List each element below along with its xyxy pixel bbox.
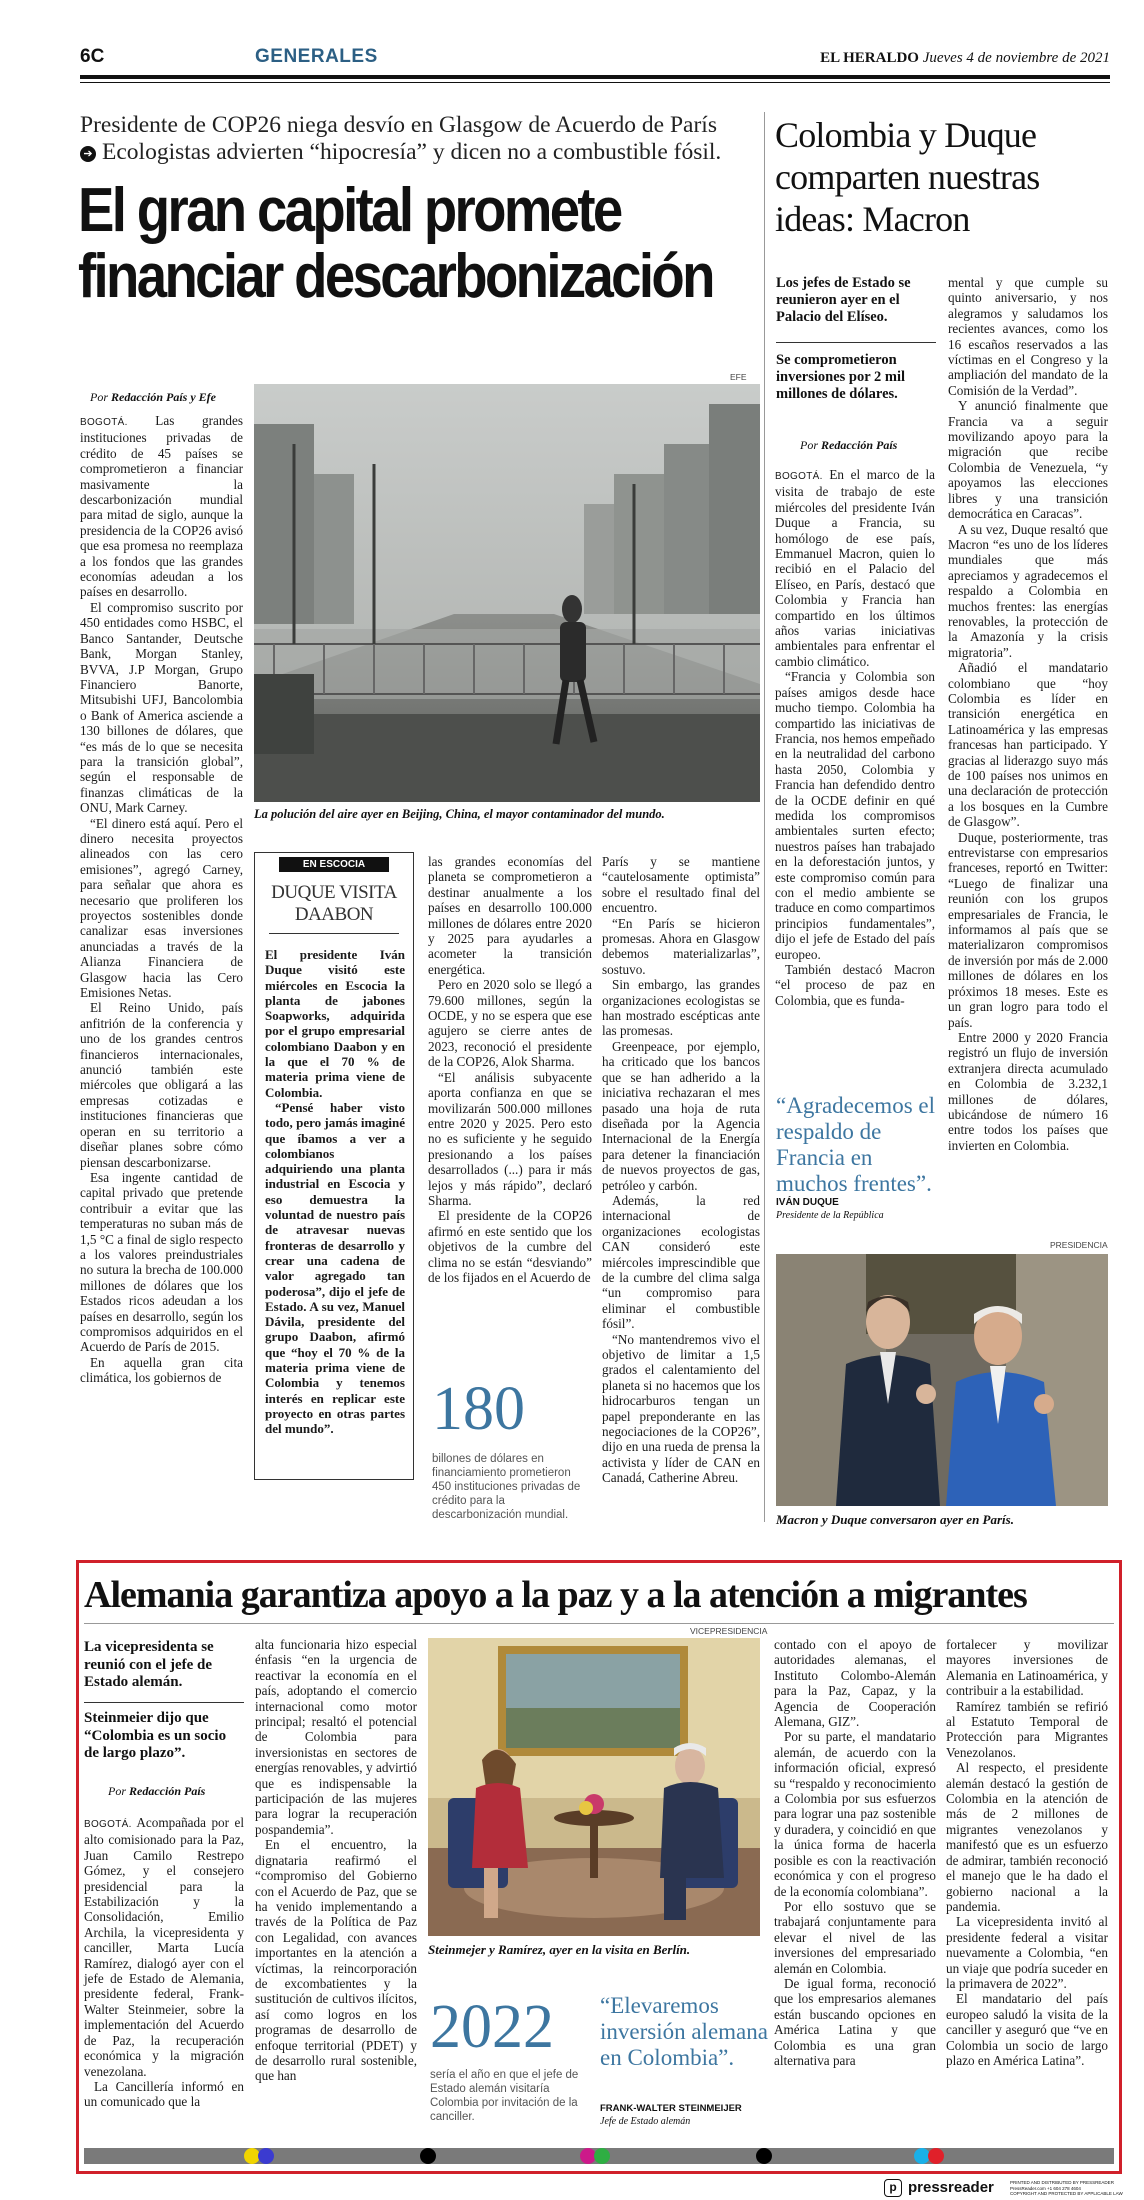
bottom-byline: Por Redacción País (108, 1784, 206, 1798)
main-kicker (80, 112, 760, 166)
registration-mark-blue (258, 2148, 274, 2164)
main-column-1: BOGOTÁ. Las grandes instituciones privadas de crédito de 45 países se comprometieron a financiar masivamente la descarbonización mundial para mitad de siglo, aunque la presidencia de la COP26 avisó que esa promesa no reemplaza a los fondos que las grandes economías adeudan a los países en desarrollo. El compromiso suscrito por 450 entidades como HSBC, el Banco Santander, Deutsche Bank, Morgan Stanley, BVVA, J.P Morgan, Grupo Financiero Banorte, Mitsubishi UFJ, Bancolombia o Bank of America asciende a 130 billones de dólares, que “es más de lo que se necesita para la transición global”, según el responsable de finanzas climáticas de la ONU, Mark Carney. “El dinero está aquí. Pero el dinero necesita proyectos alineados con las cero emisiones”, agregó Carney, para señalar que ahora es necesario que proliferen los proyectos sostenibles donde canalizar esas inversiones anunciadas a través de la Alianza Financiera de Glasgow hacia las Cero Emisiones Netas. El Reino Unido, país anfitrión de la conferencia y uno de los grandes centros financieros internacionales, anunció también este miércoles que obligará a las empresas cotizadas e instituciones financieras que operan en su territorio a diseñar planes sobre cómo piensan descarbonizarse. Esa ingente cantidad de capital privado que pretende contribuir a evitar que las temperaturas no suban más de 1,5 °C a final de siglo respecto a los valores preindustriales no sutura la brecha de 100.000 millones de dólares que los Estados ricos adeudan a los países en desarrollo, según los compromisos adquiridos en el Acuerdo de París de 2015. En aquella gran cita climática, los gobiernos de (80, 413, 243, 1386)
macron-duque-photo-image (776, 1254, 1108, 1506)
photo-credit: EFE (730, 372, 747, 382)
arrow-icon: ➔ (80, 146, 96, 162)
right-headline: Colombia y Duque comparten nuestras ideas: Macron (775, 115, 1040, 239)
registration-mark-green (594, 2148, 610, 2164)
bottom-deck-rule (84, 1702, 244, 1703)
right-byline: Por Redacción País (800, 438, 898, 452)
stat-text: billones de dólares en financiamiento prometieron 450 instituciones privadas de crédito para la descarbonización mundial. (432, 1453, 581, 1521)
right-quote-author: IVÁN DUQUE (776, 1197, 839, 1208)
pressreader-small-text: PRINTED AND DISTRIBUTED BY PRESSREADER PressReader.com +1 604 278 4604 COPYRIGHT AND PROTECTED BY APPLICABLE LAW (1010, 2180, 1123, 2196)
registration-mark-black-1 (420, 2148, 436, 2164)
right-quote: “Agradecemos el respaldo de Francia en muchos frentes”. (776, 1093, 936, 1196)
stat-number: 180 (432, 1375, 525, 1443)
registration-mark-black-2 (756, 2148, 772, 2164)
right-deck-rule (776, 342, 936, 343)
main-column-4: París y se mantiene “cautelosamente optimista” sobre el resultado final del encuentro. “En París se hicieron promesas. Ahora en Glasgow debemos materializarlas”, sostuvo. Sin embargo, las grandes organizaciones ecologistas se han mostrado escépticas ante las promesas. Greenpeace, por ejemplo, ha criticado que los bancos que se han adherido a la iniciativa rechazaran el mes pasado una hoja de ruta diseñada por la Agencia Internacional de la Energía para detener la financiación de nuevos proyectos de gas, petróleo y carbón. Además, la red internacional de organizaciones ecologistas CAN consideró este miércoles imprescindible que de la cumbre del clima salga “un compromiso para eliminar el combustible fósil”. “No mantendremos vivo el objetivo de limitar a 1,5 grados el calentamiento del planeta si no hacemos que los hidrocarburos tengan un papel preponderante en las negociaciones de la COP26”, dijo en una rueda de prensa la activista y líder de CAN en Canadá, Catherine Abreu. (602, 854, 760, 1486)
bottom-quote: “Elevaremos inversión alemana en Colombia”. (600, 1993, 768, 2070)
bottom-stat-number: 2022 (430, 1993, 554, 2061)
masthead (800, 50, 1110, 67)
pressreader-brand: pressreader (908, 2179, 994, 2196)
main-caption: La polución del aire ayer en Beijing, China, el mayor contaminador del mundo. (254, 807, 665, 821)
kicker-line-2: ➔ Ecologistas advierten “hipocresía” y dicen no a combustible fósil. (80, 139, 760, 166)
paper-name: EL HERALDO (820, 50, 919, 66)
bottom-column-3: contado con el apoyo de autoridades alemanas, el Instituto Colombo-Alemán para la Paz, Capaz, y la Agencia de Cooperación Alemana, GIZ”. Por su parte, el mandatario alemán, de acuerdo con la información oficial, expresó su “respaldo y reconocimiento a Colombia por sus esfuerzos para lograr una paz sostenible y duradera, y coincidió en que la única forma de hacerla posible es con la reactivación económica y con el progreso de la economía colombiana”. Por ello sostuvo que se trabajará conjuntamente para elevar el nivel de las inversiones del empresariado alemán en Colombia. De igual forma, reconoció que los empresarios alemanes están buscando opciones en América Latina y que Colombia es una gran alternativa para (774, 1637, 936, 2068)
registration-strip (84, 2148, 1114, 2164)
berlin-photo (428, 1638, 760, 1936)
pressreader-badge[interactable] (884, 2179, 1123, 2198)
right-column-1: BOGOTÁ. En el marco de la visita de trabajo de este miércoles del presidente Iván Duque a Francia, su homólogo de ese país, Emmanuel Macron, quien lo recibió en el Palacio del Elíseo, en París, destacó que Colombia y Francia han compartido en los últimos años varias iniciativas ambientales para enfrentar el cambio climático. “Francia y Colombia son países amigos desde hace mucho tiempo. Colombia ha compartido las iniciativas de Francia, nos hemos empeñado en la neutralidad del carbono hasta 2050, Colombia y Francia han defendido dentro de la OCDE definir en qué medida los compromisos ambientales surten efecto; nuestros países han trabajado en la deforestación juntos, y este compromiso común para con el medio ambiente se traduce en como compartimos principios fundamentales”, dijo el jefe de Estado del país europeo. También destacó Macron “el proceso de paz en Colombia, que es funda- (775, 467, 935, 1008)
sidebar-rule (269, 933, 399, 934)
sidebar-tag: EN ESCOCIA (279, 857, 389, 872)
right-deck-2: Se comprometieron inversiones por 2 mil millones de dólares. (776, 352, 906, 402)
page-number: 6C (80, 46, 105, 67)
sidebar-text: El presidente Iván Duque visitó este miércoles en Escocia la planta de jabones Soapworks, adquirida por el grupo empresarial colombiano Daabon y en la que el 70 % de materia prima viene de Colombia. “Pensé haber visto todo, pero jamás imaginé que íbamos a ver a colombianos adquiriendo una planta industrial en Escocia y eso demuestra la voluntad de nuestro país de atravesar nuevas fronteras de desarrollo y crear una cadena de valor agregado tan poderosa”, dijo el jefe de Estado. A su vez, Manuel Dávila, presidente del grupo Daabon, afirmó que “hoy el 70 % de la materia prima viene de Colombia y tenemos interés en replicar este proyecto en otras partes del mundo”. (265, 947, 405, 1437)
bottom-quote-role: Jefe de Estado alemán (600, 2116, 691, 2127)
headline-line-2: financiar descarbonización (78, 242, 713, 311)
main-byline: Por Redacción País y Efe (90, 390, 216, 404)
pressreader-icon: p (884, 2179, 902, 2197)
macron-duque-photo (776, 1254, 1108, 1506)
main-headline (78, 176, 713, 311)
header-rule (80, 75, 1110, 79)
registration-mark-red (928, 2148, 944, 2164)
bottom-quote-author: FRANK-WALTER STEINMEIJER (600, 2103, 742, 2114)
right-deck-1: Los jefes de Estado se reunieron ayer en el Palacio del Elíseo. (776, 275, 911, 325)
berlin-photo-image (428, 1638, 760, 1936)
bottom-deck-1: La vicepresidenta se reunió con el jefe de Estado alemán. (84, 1639, 214, 1690)
right-caption: Macron y Duque conversaron ayer en París. (776, 1512, 1014, 1527)
header-rule-thin (80, 82, 1110, 83)
bottom-stat-text: sería el año en que el jefe de Estado alemán visitaría Colombia por invitación de la canciller. (430, 2069, 579, 2123)
bottom-deck-2: Steinmeier dijo que “Colombia es un socio de largo plazo”. (84, 1710, 227, 1761)
page-date: Jueves 4 de noviembre de 2021 (922, 50, 1110, 66)
right-quote-role: Presidente de la República (776, 1210, 884, 1221)
bottom-column-2: alta funcionaria hizo especial énfasis “en la urgencia de reactivar la economía en el país, adoptando el comercio internacional como motor principal; resaltó el potencial de Colombia para inversionistas en sectores de energías renovables, y advirtió que es indispensable la participación de las mujeres para lograr la recuperación pospandemia”. En el encuentro, la dignataria reafirmó el “compromiso del Gobierno con el Acuerdo de Paz, que se ha venido implementando a través de la Política de Paz con Legalidad, con avances importantes en la atención a víctimas, la reincorporación de excombatientes y la sustitución de cultivos ilícitos, así como logros en los programas de desarrollo de enfoque territorial (PDET) y de desarrollo rural sostenible, que han (255, 1637, 417, 2084)
kicker-line-1: Presidente de COP26 niega desvío en Glasgow de Acuerdo de París (80, 112, 717, 138)
column-divider (764, 112, 765, 1522)
sidebar-box (254, 852, 414, 1480)
beijing-photo (254, 384, 760, 802)
bottom-headline: Alemania garantiza apoyo a la paz y a la atención a migrantes (84, 1574, 1027, 1616)
right-column-2: mental y que cumple su quinto aniversario, y nos alegramos y saludamos los recientes avances, como los 16 escaños reservados a las víctimas en el Congreso y la ampliación del mandato de la Comisión de la Verdad”. Y anunció finalmente que Francia va a seguir movilizando apoyo para la migración que recibe Colombia de Venezuela, “y apoyamos las elecciones libres y una transición democrática en Caracas”. A su vez, Duque resaltó que Macron “es uno de los líderes mundiales que más apreciamos y agradecemos el respaldo a Colombia en muchos frentes: las energías renovables, la protección de la Amazonía y la crisis migratoria”. Añadió el mandatario colombiano que “hoy Colombia es líder en transición energética en Latinoamérica y las empresas francesas han participado. Y gracias al liderazgo suyo más de 100 países nos unimos en una declaración de protección a los bosques en la Cumbre de Glasgow”. Duque, posteriormente, tras entrevistarse con empresarios franceses, reportó en Twitter: “Luego de finalizar una reunión con los grupos empresariales de Francia, le informamos al país que se materializaron compromisos de inversión por más de 2.000 millones de dólares en los próximos 18 meses. Este es un gran logro para todo el país. Entre 2000 y 2020 Francia registró un flujo de inversión extranjera directa acumulado en Colombia de 3.232,1 millones de dólares, ubicándose de número 16 entre todos los países que invierten en Colombia. (948, 275, 1108, 1153)
bottom-headline-rule (84, 1623, 1114, 1624)
bottom-column-1: BOGOTÁ. Acompañada por el alto comisionado para la Paz, Juan Camilo Restrepo Gómez, y el consejero presidencial para la Estabilización y la Consolidación, Emilio Archila, la vicepresidenta y canciller, Marta Lucía Ramírez, dialogó ayer con el jefe de Estado de Alemania, presidente federal, Frank-Walter Steinmeier, sobre la implementación del Acuerdo de Paz, la recuperación económica y la migración venezolana. La Cancillería informó en un comunicado que la (84, 1815, 244, 2110)
right-photo-credit: PRESIDENCIA (1050, 1240, 1108, 1250)
beijing-photo-image (254, 384, 760, 802)
sidebar-title: DUQUE VISITA DAABON (271, 882, 397, 925)
main-column-3: las grandes economías del planeta se comprometieron a destinar anualmente a los países en desarrollo 100.000 millones de dólares entre 2020 y 2025 para ayudarles a acometer la transición energética. Pero en 2020 solo se llegó a 79.600 millones, según la OCDE, y no se espera que ese agujero se cierre antes de 2023, reconoció el presidente de la COP26, Alok Sharma. “El análisis subyacente aporta confianza en que se movilizarán 500.000 millones entre 2020 y 2025. Pero esto no es suficiente y he seguido presionando a los países desarrollados (...) para ir más lejos y más rápido”, declaró Sharma. El presidente de la COP26 afirmó en este sentido que los objetivos de la cumbre del clima no se están “desviando” de los fijados en el Acuerdo de (428, 854, 592, 1285)
section-label: GENERALES (255, 46, 378, 67)
headline-line-1: El gran capital promete (78, 176, 621, 245)
bottom-column-4: fortalecer y movilizar mayores inversiones de Alemania en Latinoamérica, y contribuir a la estabilidad. Ramírez también se refirió al Estatuto Temporal de Protección para Migrantes Venezolanos. Al respecto, el presidente alemán destacó la gestión de Colombia en la atención de más de 2 millones de migrantes venezolanos y manifestó que es un esfuerzo de admirar, también reconoció el manejo que le ha dado el gobierno nacional a la pandemia. La vicepresidenta invitó al presidente federal a visitar nuevamente a Colombia, “en un viaje que podría suceder en la primavera de 2022”. El mandatario del país europeo saludó la visita de la canciller y aseguró que “ve en Colombia un socio de largo plazo en América Latina”. (946, 1637, 1108, 2068)
bottom-photo-credit: VICEPRESIDENCIA (690, 1626, 768, 1636)
bottom-caption: Steinmejer y Ramírez, ayer en la visita en Berlín. (428, 1942, 691, 1957)
